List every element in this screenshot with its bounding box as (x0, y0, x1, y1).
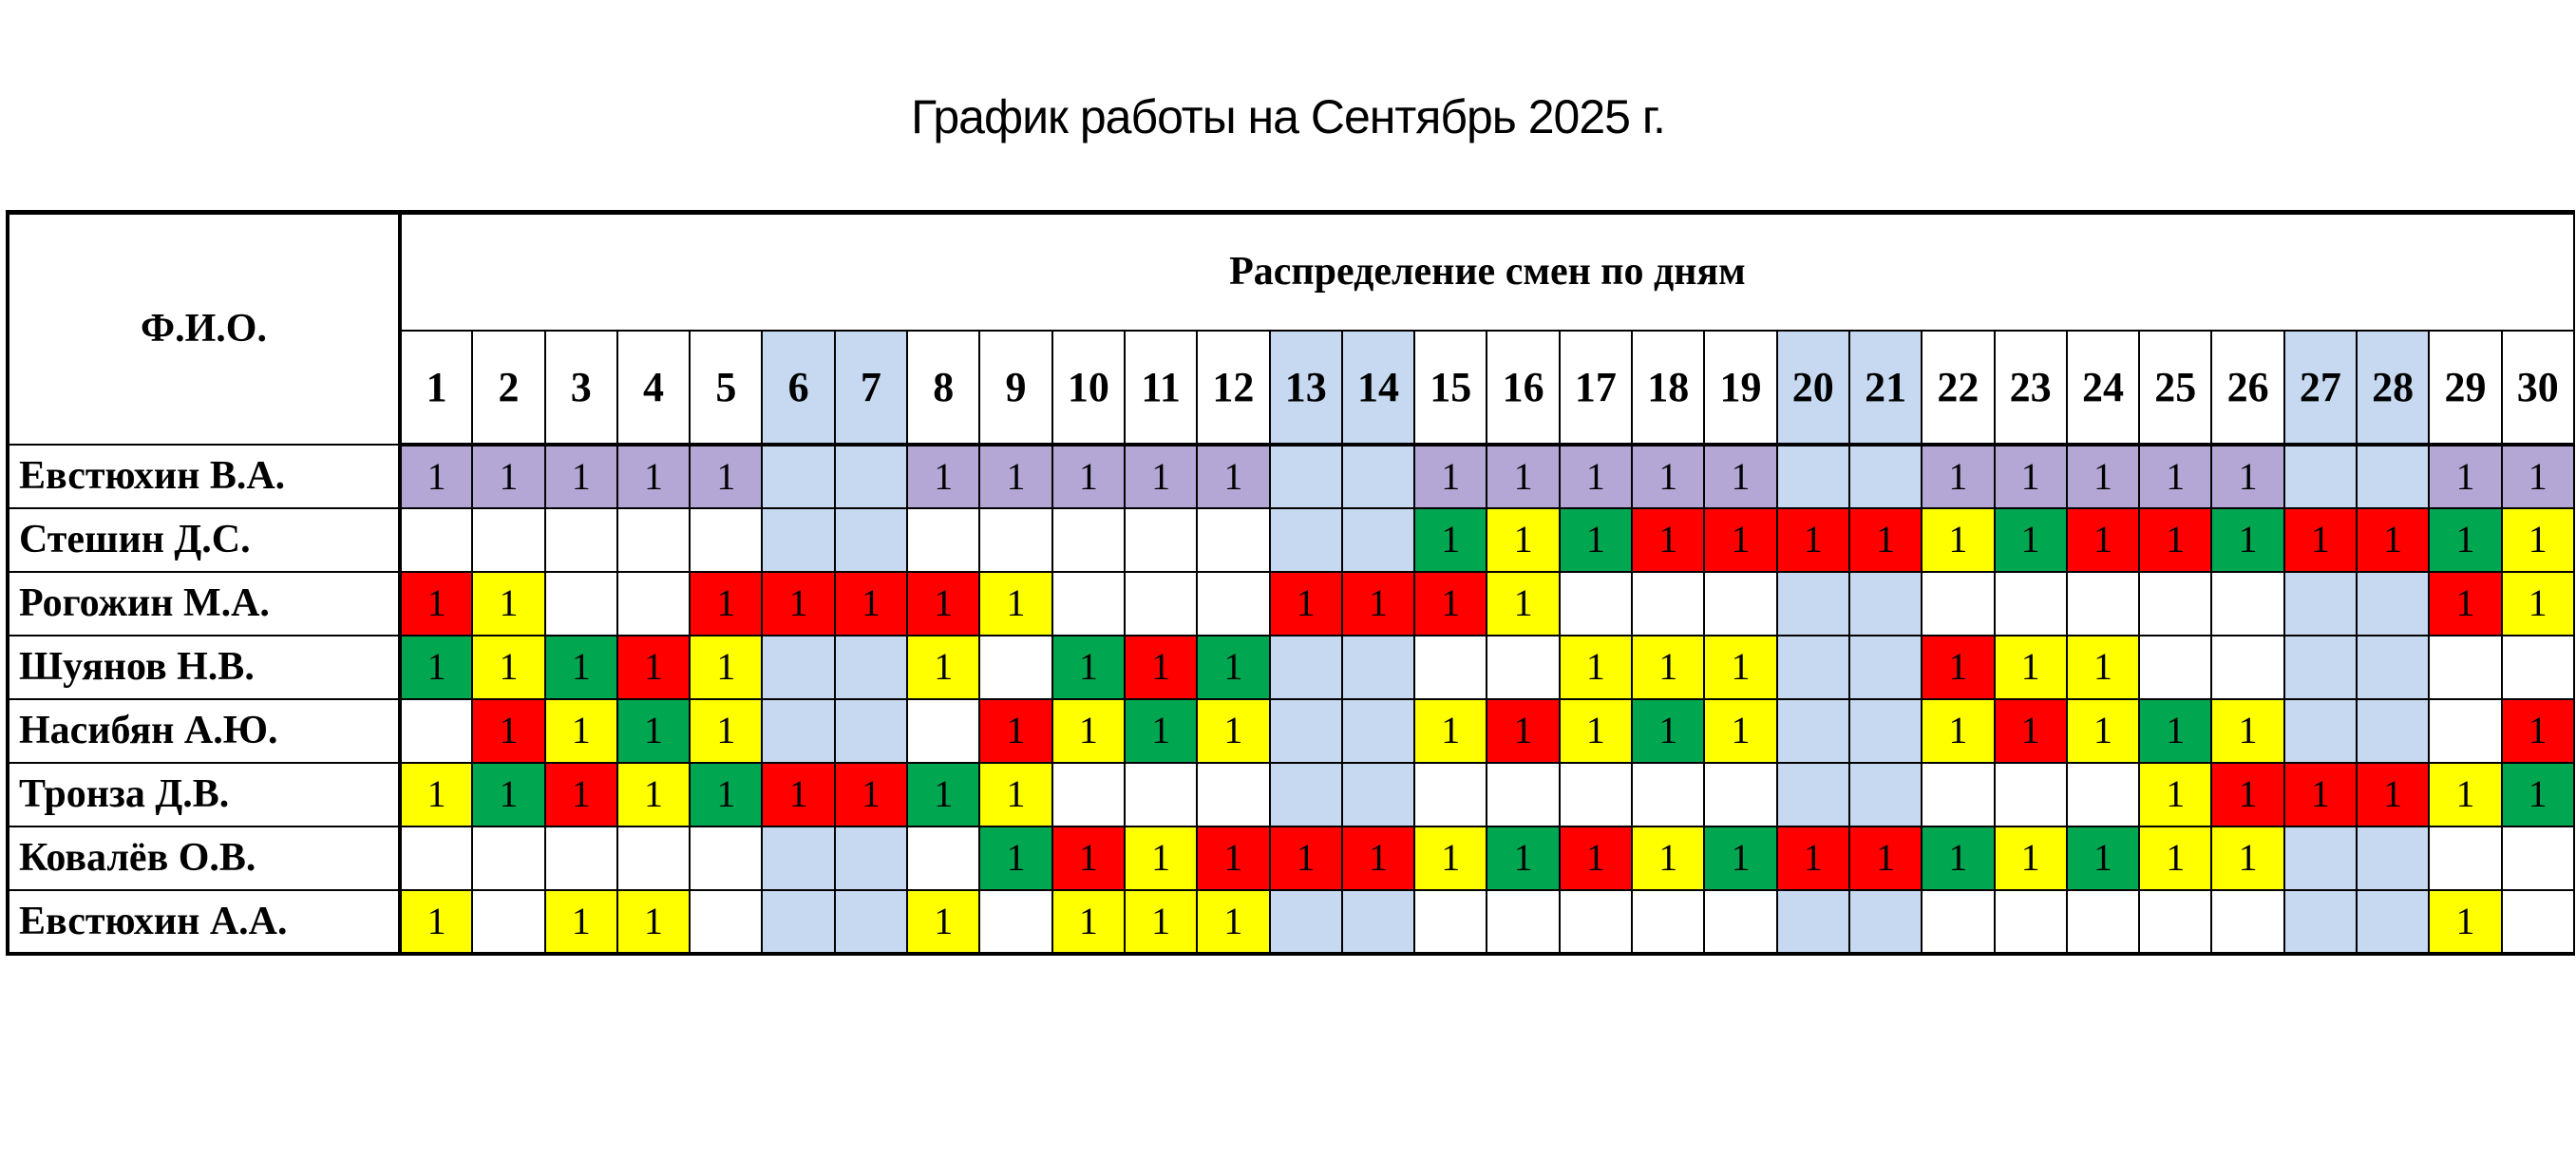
shift-cell-day-13: 1 (1270, 826, 1342, 890)
day-header-10: 10 (1052, 331, 1125, 445)
shift-cell-day-14 (1342, 890, 1414, 954)
shift-cell-day-6 (762, 636, 834, 699)
shift-cell-day-25: 1 (2139, 445, 2211, 508)
day-header-8: 8 (907, 331, 979, 445)
day-header-30: 30 (2502, 331, 2574, 445)
shift-cell-day-30: 1 (2502, 508, 2574, 572)
shift-cell-day-11 (1125, 508, 1197, 572)
shift-cell-day-25 (2139, 572, 2211, 636)
shift-cell-day-9: 1 (979, 572, 1051, 636)
shift-cell-day-14 (1342, 445, 1414, 508)
shift-cell-day-15 (1414, 763, 1487, 826)
shift-cell-day-6: 1 (762, 572, 834, 636)
shift-cell-day-29: 1 (2429, 890, 2501, 954)
shift-cell-day-10: 1 (1052, 890, 1125, 954)
shift-cell-day-11: 1 (1125, 826, 1197, 890)
day-header-3: 3 (545, 331, 617, 445)
shift-cell-day-29 (2429, 636, 2501, 699)
shift-cell-day-15: 1 (1414, 699, 1487, 763)
shift-cell-day-21 (1849, 572, 1922, 636)
shift-cell-day-14: 1 (1342, 572, 1414, 636)
day-header-15: 15 (1414, 331, 1487, 445)
shift-cell-day-10: 1 (1052, 826, 1125, 890)
shift-cell-day-3 (545, 826, 617, 890)
shift-cell-day-22: 1 (1922, 445, 1994, 508)
shift-cell-day-20 (1777, 890, 1849, 954)
shift-cell-day-22: 1 (1922, 508, 1994, 572)
shift-cell-day-19: 1 (1704, 826, 1776, 890)
shift-cell-day-18: 1 (1632, 826, 1704, 890)
shift-cell-day-19 (1704, 572, 1776, 636)
shift-cell-day-7 (835, 636, 907, 699)
shift-cell-day-14 (1342, 699, 1414, 763)
shift-cell-day-22 (1922, 890, 1994, 954)
shift-cell-day-30: 1 (2502, 699, 2574, 763)
shift-cell-day-21: 1 (1849, 826, 1922, 890)
shift-cell-day-26: 1 (2211, 763, 2283, 826)
shift-cell-day-1: 1 (400, 763, 472, 826)
shift-cell-day-26 (2211, 890, 2283, 954)
shift-cell-day-5: 1 (690, 763, 762, 826)
employee-name: Рогожин М.А. (8, 572, 400, 636)
shift-cell-day-8: 1 (907, 890, 979, 954)
schedule-body (8, 445, 2574, 954)
shift-cell-day-19 (1704, 763, 1776, 826)
shift-cell-day-22: 1 (1922, 699, 1994, 763)
day-header-4: 4 (617, 331, 690, 445)
shift-cell-day-17: 1 (1560, 826, 1632, 890)
shift-cell-day-27: 1 (2284, 763, 2357, 826)
shift-cell-day-10: 1 (1052, 445, 1125, 508)
shift-cell-day-29: 1 (2429, 572, 2501, 636)
shift-cell-day-23 (1995, 572, 2067, 636)
shift-cell-day-18 (1632, 572, 1704, 636)
shift-cell-day-13 (1270, 890, 1342, 954)
day-header-25: 25 (2139, 331, 2211, 445)
shift-cell-day-20: 1 (1777, 826, 1849, 890)
shift-cell-day-11: 1 (1125, 445, 1197, 508)
day-header-24: 24 (2067, 331, 2139, 445)
shift-cell-day-4 (617, 572, 690, 636)
shift-cell-day-20 (1777, 572, 1849, 636)
shift-cell-day-6 (762, 699, 834, 763)
shift-cell-day-3 (545, 572, 617, 636)
shift-cell-day-28 (2357, 826, 2429, 890)
shift-cell-day-29: 1 (2429, 763, 2501, 826)
shift-cell-day-23 (1995, 763, 2067, 826)
shift-cell-day-7 (835, 508, 907, 572)
shift-cell-day-4 (617, 826, 690, 890)
shift-cell-day-9: 1 (979, 445, 1051, 508)
shift-cell-day-28: 1 (2357, 763, 2429, 826)
shift-cell-day-17 (1560, 890, 1632, 954)
shift-cell-day-20 (1777, 636, 1849, 699)
shift-cell-day-18: 1 (1632, 636, 1704, 699)
shift-cell-day-18 (1632, 890, 1704, 954)
day-header-22: 22 (1922, 331, 1994, 445)
shift-cell-day-13 (1270, 636, 1342, 699)
shift-cell-day-16: 1 (1487, 508, 1559, 572)
shift-cell-day-29: 1 (2429, 508, 2501, 572)
day-header-6: 6 (762, 331, 834, 445)
shift-cell-day-2 (472, 508, 544, 572)
employee-name: Евстюхин В.А. (8, 445, 400, 508)
shift-cell-day-11: 1 (1125, 636, 1197, 699)
shift-cell-day-4: 1 (617, 445, 690, 508)
shift-cell-day-2: 1 (472, 445, 544, 508)
day-header-29: 29 (2429, 331, 2501, 445)
shift-cell-day-29 (2429, 699, 2501, 763)
shift-cell-day-17 (1560, 572, 1632, 636)
shift-cell-day-18 (1632, 763, 1704, 826)
schedule-table (6, 210, 2575, 956)
shift-cell-day-16 (1487, 636, 1559, 699)
shift-cell-day-15: 1 (1414, 572, 1487, 636)
shift-cell-day-28: 1 (2357, 508, 2429, 572)
shift-cell-day-7: 1 (835, 572, 907, 636)
shift-cell-day-19: 1 (1704, 636, 1776, 699)
shift-cell-day-13 (1270, 445, 1342, 508)
shift-cell-day-7: 1 (835, 763, 907, 826)
shift-cell-day-20 (1777, 699, 1849, 763)
day-header-13: 13 (1270, 331, 1342, 445)
shift-cell-day-9: 1 (979, 699, 1051, 763)
shift-cell-day-5: 1 (690, 572, 762, 636)
shift-cell-day-12: 1 (1197, 826, 1269, 890)
shift-cell-day-1 (400, 508, 472, 572)
shift-cell-day-23 (1995, 890, 2067, 954)
shift-cell-day-28 (2357, 445, 2429, 508)
shift-cell-day-15: 1 (1414, 508, 1487, 572)
shift-cell-day-13 (1270, 699, 1342, 763)
shift-cell-day-10 (1052, 508, 1125, 572)
day-header-7: 7 (835, 331, 907, 445)
shift-cell-day-6: 1 (762, 763, 834, 826)
shift-cell-day-7 (835, 890, 907, 954)
shift-cell-day-18: 1 (1632, 508, 1704, 572)
employee-name: Тронза Д.В. (8, 763, 400, 826)
table-row (8, 699, 2574, 763)
shift-cell-day-27 (2284, 890, 2357, 954)
shift-cell-day-7 (835, 826, 907, 890)
shift-cell-day-8 (907, 699, 979, 763)
shift-cell-day-13 (1270, 763, 1342, 826)
shift-cell-day-24: 1 (2067, 508, 2139, 572)
day-header-16: 16 (1487, 331, 1559, 445)
shift-cell-day-8: 1 (907, 763, 979, 826)
shift-cell-day-28 (2357, 890, 2429, 954)
employee-name: Ковалёв О.В. (8, 826, 400, 890)
day-header-14: 14 (1342, 331, 1414, 445)
table-row (8, 572, 2574, 636)
shift-cell-day-1 (400, 699, 472, 763)
shift-cell-day-6 (762, 826, 834, 890)
shift-cell-day-17: 1 (1560, 508, 1632, 572)
shift-cell-day-19: 1 (1704, 445, 1776, 508)
shift-cell-day-3 (545, 508, 617, 572)
shift-cell-day-21 (1849, 699, 1922, 763)
shift-cell-day-9 (979, 636, 1051, 699)
shift-cell-day-13 (1270, 508, 1342, 572)
shift-cell-day-23: 1 (1995, 445, 2067, 508)
shift-cell-day-27 (2284, 826, 2357, 890)
day-header-18: 18 (1632, 331, 1704, 445)
shift-cell-day-1: 1 (400, 636, 472, 699)
shift-cell-day-11 (1125, 763, 1197, 826)
shift-cell-day-10: 1 (1052, 699, 1125, 763)
shift-cell-day-16: 1 (1487, 572, 1559, 636)
shift-cell-day-3: 1 (545, 699, 617, 763)
shift-cell-day-25 (2139, 890, 2211, 954)
shift-cell-day-6 (762, 445, 834, 508)
shift-cell-day-6 (762, 890, 834, 954)
day-header-1: 1 (400, 331, 472, 445)
shift-cell-day-24: 1 (2067, 445, 2139, 508)
shift-cell-day-3: 1 (545, 636, 617, 699)
table-row (8, 636, 2574, 699)
shift-cell-day-11 (1125, 572, 1197, 636)
shift-cell-day-2: 1 (472, 699, 544, 763)
shift-cell-day-26: 1 (2211, 699, 2283, 763)
shift-cell-day-24 (2067, 572, 2139, 636)
day-header-20: 20 (1777, 331, 1849, 445)
shift-cell-day-18: 1 (1632, 699, 1704, 763)
shift-cell-day-26: 1 (2211, 826, 2283, 890)
employee-name: Насибян А.Ю. (8, 699, 400, 763)
shift-cell-day-1: 1 (400, 890, 472, 954)
shift-cell-day-11: 1 (1125, 890, 1197, 954)
shift-cell-day-21 (1849, 890, 1922, 954)
shift-cell-day-27 (2284, 572, 2357, 636)
shift-cell-day-20: 1 (1777, 508, 1849, 572)
shift-cell-day-17 (1560, 763, 1632, 826)
shift-cell-day-28 (2357, 572, 2429, 636)
shift-cell-day-16 (1487, 763, 1559, 826)
page-title: График работы на Сентябрь 2025 г. (911, 90, 1665, 143)
shift-cell-day-8 (907, 826, 979, 890)
table-row (8, 508, 2574, 572)
shift-cell-day-8: 1 (907, 445, 979, 508)
shift-distribution-header: Распределение смен по дням (400, 213, 2574, 331)
shift-cell-day-15 (1414, 636, 1487, 699)
shift-cell-day-30 (2502, 826, 2574, 890)
shift-cell-day-27: 1 (2284, 508, 2357, 572)
day-header-23: 23 (1995, 331, 2067, 445)
shift-cell-day-25 (2139, 636, 2211, 699)
shift-cell-day-2 (472, 826, 544, 890)
shift-cell-day-28 (2357, 636, 2429, 699)
shift-cell-day-26 (2211, 572, 2283, 636)
shift-cell-day-2: 1 (472, 636, 544, 699)
shift-cell-day-5 (690, 890, 762, 954)
shift-cell-day-1: 1 (400, 445, 472, 508)
shift-cell-day-16 (1487, 890, 1559, 954)
shift-cell-day-1: 1 (400, 572, 472, 636)
employee-name: Евстюхин А.А. (8, 890, 400, 954)
shift-cell-day-19 (1704, 890, 1776, 954)
shift-cell-day-3: 1 (545, 763, 617, 826)
shift-cell-day-28 (2357, 699, 2429, 763)
shift-cell-day-23: 1 (1995, 699, 2067, 763)
shift-cell-day-25: 1 (2139, 763, 2211, 826)
table-row (8, 445, 2574, 508)
shift-cell-day-12: 1 (1197, 890, 1269, 954)
shift-cell-day-4: 1 (617, 890, 690, 954)
shift-cell-day-3: 1 (545, 445, 617, 508)
shift-cell-day-12: 1 (1197, 636, 1269, 699)
day-header-27: 27 (2284, 331, 2357, 445)
shift-cell-day-9: 1 (979, 763, 1051, 826)
shift-cell-day-7 (835, 699, 907, 763)
shift-cell-day-30 (2502, 636, 2574, 699)
table-row (8, 763, 2574, 826)
shift-cell-day-21 (1849, 636, 1922, 699)
shift-cell-day-16: 1 (1487, 826, 1559, 890)
shift-cell-day-24 (2067, 890, 2139, 954)
shift-cell-day-25: 1 (2139, 699, 2211, 763)
shift-cell-day-23: 1 (1995, 826, 2067, 890)
shift-cell-day-12: 1 (1197, 699, 1269, 763)
shift-cell-day-23: 1 (1995, 508, 2067, 572)
shift-cell-day-22 (1922, 572, 1994, 636)
shift-cell-day-29: 1 (2429, 445, 2501, 508)
shift-cell-day-5 (690, 826, 762, 890)
shift-cell-day-9: 1 (979, 826, 1051, 890)
shift-cell-day-5: 1 (690, 636, 762, 699)
shift-cell-day-7 (835, 445, 907, 508)
shift-cell-day-2 (472, 890, 544, 954)
shift-cell-day-9 (979, 890, 1051, 954)
shift-cell-day-27 (2284, 445, 2357, 508)
shift-cell-day-15 (1414, 890, 1487, 954)
shift-cell-day-10: 1 (1052, 636, 1125, 699)
shift-cell-day-30: 1 (2502, 445, 2574, 508)
shift-cell-day-21 (1849, 763, 1922, 826)
shift-cell-day-22 (1922, 763, 1994, 826)
shift-cell-day-5: 1 (690, 699, 762, 763)
shift-cell-day-26: 1 (2211, 508, 2283, 572)
shift-cell-day-4: 1 (617, 699, 690, 763)
day-header-26: 26 (2211, 331, 2283, 445)
shift-cell-day-12 (1197, 763, 1269, 826)
shift-cell-day-4: 1 (617, 636, 690, 699)
shift-cell-day-12 (1197, 508, 1269, 572)
shift-cell-day-22: 1 (1922, 826, 1994, 890)
shift-cell-day-14 (1342, 508, 1414, 572)
shift-cell-day-27 (2284, 699, 2357, 763)
shift-cell-day-8: 1 (907, 572, 979, 636)
shift-cell-day-22: 1 (1922, 636, 1994, 699)
shift-cell-day-5: 1 (690, 445, 762, 508)
fio-header: Ф.И.О. (8, 213, 400, 445)
shift-cell-day-6 (762, 508, 834, 572)
day-header-17: 17 (1560, 331, 1632, 445)
shift-cell-day-17: 1 (1560, 445, 1632, 508)
shift-cell-day-1 (400, 826, 472, 890)
shift-cell-day-30 (2502, 890, 2574, 954)
shift-cell-day-30: 1 (2502, 763, 2574, 826)
shift-cell-day-20 (1777, 763, 1849, 826)
shift-cell-day-12: 1 (1197, 445, 1269, 508)
shift-cell-day-13: 1 (1270, 572, 1342, 636)
shift-cell-day-17: 1 (1560, 636, 1632, 699)
shift-cell-day-8 (907, 508, 979, 572)
shift-cell-day-19: 1 (1704, 508, 1776, 572)
day-header-21: 21 (1849, 331, 1922, 445)
day-header-19: 19 (1704, 331, 1776, 445)
shift-cell-day-10 (1052, 572, 1125, 636)
shift-cell-day-24: 1 (2067, 636, 2139, 699)
shift-cell-day-2: 1 (472, 572, 544, 636)
employee-name: Шуянов Н.В. (8, 636, 400, 699)
shift-cell-day-15: 1 (1414, 445, 1487, 508)
shift-cell-day-29 (2429, 826, 2501, 890)
day-header-9: 9 (979, 331, 1051, 445)
shift-cell-day-18: 1 (1632, 445, 1704, 508)
shift-cell-day-14 (1342, 636, 1414, 699)
shift-cell-day-25: 1 (2139, 508, 2211, 572)
shift-cell-day-15: 1 (1414, 826, 1487, 890)
shift-cell-day-5 (690, 508, 762, 572)
shift-cell-day-25: 1 (2139, 826, 2211, 890)
shift-cell-day-16: 1 (1487, 699, 1559, 763)
shift-cell-day-24: 1 (2067, 826, 2139, 890)
shift-cell-day-21 (1849, 445, 1922, 508)
shift-cell-day-20 (1777, 445, 1849, 508)
shift-cell-day-4 (617, 508, 690, 572)
shift-cell-day-30: 1 (2502, 572, 2574, 636)
shift-cell-day-23: 1 (1995, 636, 2067, 699)
day-header-12: 12 (1197, 331, 1269, 445)
table-row (8, 826, 2574, 890)
shift-cell-day-8: 1 (907, 636, 979, 699)
shift-cell-day-2: 1 (472, 763, 544, 826)
employee-name: Стешин Д.С. (8, 508, 400, 572)
shift-cell-day-9 (979, 508, 1051, 572)
shift-cell-day-27 (2284, 636, 2357, 699)
day-header-11: 11 (1125, 331, 1197, 445)
shift-cell-day-12 (1197, 572, 1269, 636)
shift-cell-day-24 (2067, 763, 2139, 826)
shift-cell-day-17: 1 (1560, 699, 1632, 763)
shift-cell-day-14: 1 (1342, 826, 1414, 890)
shift-cell-day-10 (1052, 763, 1125, 826)
shift-cell-day-21: 1 (1849, 508, 1922, 572)
shift-cell-day-3: 1 (545, 890, 617, 954)
shift-cell-day-26 (2211, 636, 2283, 699)
day-header-2: 2 (472, 331, 544, 445)
shift-cell-day-11: 1 (1125, 699, 1197, 763)
shift-cell-day-26: 1 (2211, 445, 2283, 508)
day-header-5: 5 (690, 331, 762, 445)
table-row (8, 890, 2574, 954)
shift-cell-day-19: 1 (1704, 699, 1776, 763)
day-header-28: 28 (2357, 331, 2429, 445)
shift-cell-day-24: 1 (2067, 699, 2139, 763)
shift-cell-day-16: 1 (1487, 445, 1559, 508)
shift-cell-day-4: 1 (617, 763, 690, 826)
shift-cell-day-14 (1342, 763, 1414, 826)
